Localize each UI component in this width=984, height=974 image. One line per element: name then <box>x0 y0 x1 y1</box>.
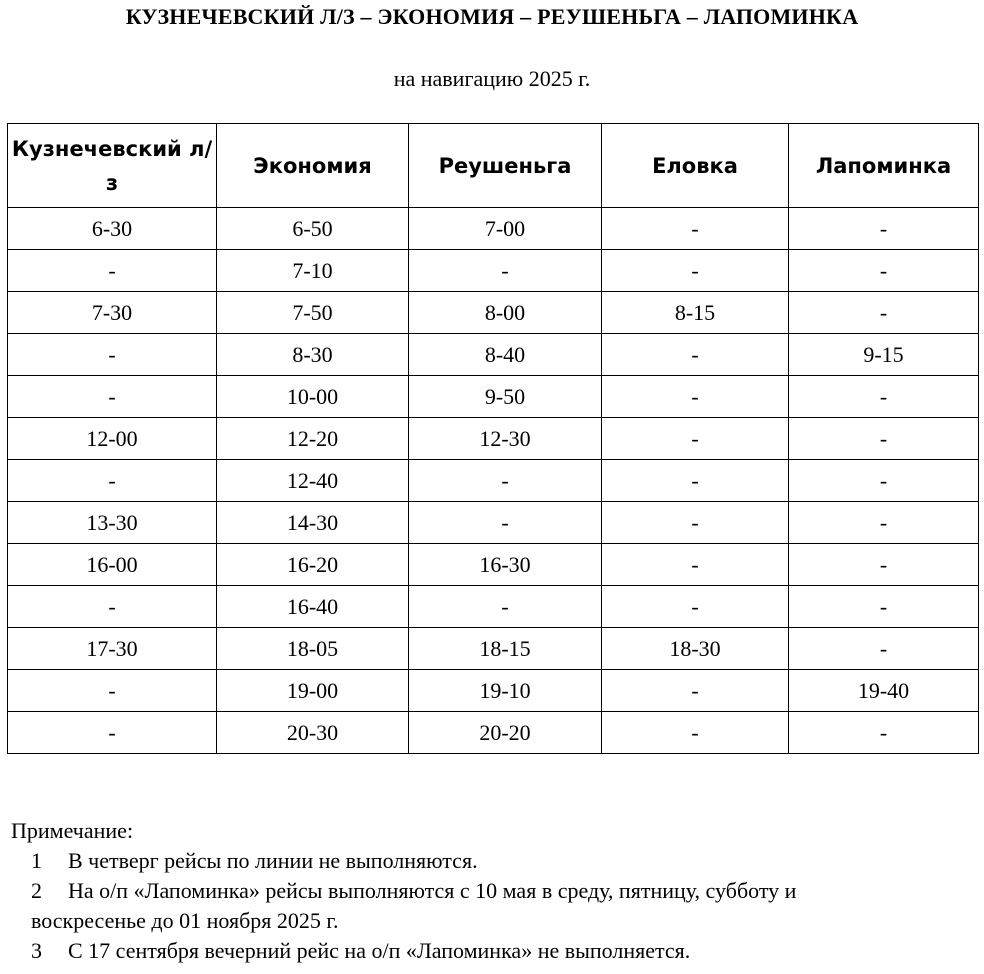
table-row <box>8 418 979 460</box>
cell-ekonomiya: 10-00 <box>217 376 409 418</box>
cell-ekonomiya: 7-50 <box>217 292 409 334</box>
cell-reushenga: - <box>409 586 602 628</box>
cell-lapominka: - <box>789 544 979 586</box>
cell-lapominka: 9-15 <box>789 334 979 376</box>
cell-lapominka: - <box>789 376 979 418</box>
cell-reushenga: 19-10 <box>409 670 602 712</box>
cell-elovka: - <box>602 418 789 460</box>
cell-ekonomiya: 16-40 <box>217 586 409 628</box>
cell-lapominka: 19-40 <box>789 670 979 712</box>
header-ekonomiya: Экономия <box>217 124 409 208</box>
cell-ekonomiya: 20-30 <box>217 712 409 754</box>
cell-elovka: - <box>602 502 789 544</box>
cell-reushenga: - <box>409 250 602 292</box>
cell-reushenga: 8-40 <box>409 334 602 376</box>
cell-reushenga: - <box>409 460 602 502</box>
cell-ekonomiya: 6-50 <box>217 208 409 250</box>
cell-kuznechevsky: 6-30 <box>8 208 217 250</box>
cell-elovka: - <box>602 544 789 586</box>
cell-kuznechevsky: 12-00 <box>8 418 217 460</box>
table-row <box>8 250 979 292</box>
cell-kuznechevsky: - <box>8 586 217 628</box>
note-number: 2 <box>31 878 42 903</box>
table-row <box>8 670 979 712</box>
notes-section <box>11 816 971 966</box>
header-elovka: Еловка <box>602 124 789 208</box>
cell-kuznechevsky: 17-30 <box>8 628 217 670</box>
cell-kuznechevsky: - <box>8 670 217 712</box>
schedule-body <box>8 208 979 754</box>
note-text-continuation: воскресенье до 01 ноября 2025 г. <box>31 908 339 933</box>
table-row <box>8 502 979 544</box>
cell-reushenga: 8-00 <box>409 292 602 334</box>
cell-kuznechevsky: 7-30 <box>8 292 217 334</box>
cell-lapominka: - <box>789 208 979 250</box>
cell-elovka: - <box>602 376 789 418</box>
cell-elovka: 8-15 <box>602 292 789 334</box>
cell-kuznechevsky: - <box>8 250 217 292</box>
cell-elovka: - <box>602 670 789 712</box>
note-text: На о/п «Лапоминка» рейсы выполняются с 10 мая в среду, пятницу, субботу и <box>68 878 797 903</box>
document-title: КУЗНЕЧЕВСКИЙ Л/З – ЭКОНОМИЯ – РЕУШЕНЬГА – ЛАПОМИНКА <box>125 4 859 29</box>
cell-reushenga: 20-20 <box>409 712 602 754</box>
cell-ekonomiya: 8-30 <box>217 334 409 376</box>
cell-ekonomiya: 12-40 <box>217 460 409 502</box>
cell-elovka: 18-30 <box>602 628 789 670</box>
cell-reushenga: - <box>409 502 602 544</box>
cell-kuznechevsky: - <box>8 376 217 418</box>
note-item <box>11 936 971 966</box>
cell-lapominka: - <box>789 586 979 628</box>
table-row <box>8 376 979 418</box>
header-lapominka: Лапоминка <box>789 124 979 208</box>
table-row <box>8 586 979 628</box>
table-header-row <box>8 124 979 208</box>
cell-reushenga: 12-30 <box>409 418 602 460</box>
table-row <box>8 460 979 502</box>
cell-elovka: - <box>602 334 789 376</box>
cell-elovka: - <box>602 460 789 502</box>
cell-kuznechevsky: 13-30 <box>8 502 217 544</box>
header-kuznechevsky: Кузнечевский л/з <box>8 124 217 208</box>
cell-reushenga: 18-15 <box>409 628 602 670</box>
cell-reushenga: 16-30 <box>409 544 602 586</box>
note-text: В четверг рейсы по линии не выполняются. <box>68 848 478 873</box>
cell-lapominka: - <box>789 502 979 544</box>
cell-ekonomiya: 14-30 <box>217 502 409 544</box>
notes-heading: Примечание: <box>11 818 134 843</box>
header-reushenga: Реушеньга <box>409 124 602 208</box>
table-row <box>8 208 979 250</box>
note-number: 1 <box>31 848 42 873</box>
cell-elovka: - <box>602 712 789 754</box>
cell-ekonomiya: 19-00 <box>217 670 409 712</box>
cell-elovka: - <box>602 208 789 250</box>
cell-lapominka: - <box>789 292 979 334</box>
table-row <box>8 628 979 670</box>
schedule-table <box>7 123 979 754</box>
cell-ekonomiya: 16-20 <box>217 544 409 586</box>
note-item <box>11 876 971 936</box>
cell-kuznechevsky: - <box>8 460 217 502</box>
cell-lapominka: - <box>789 628 979 670</box>
cell-elovka: - <box>602 250 789 292</box>
cell-kuznechevsky: 16-00 <box>8 544 217 586</box>
table-row <box>8 334 979 376</box>
cell-ekonomiya: 18-05 <box>217 628 409 670</box>
cell-reushenga: 9-50 <box>409 376 602 418</box>
table-row <box>8 544 979 586</box>
cell-ekonomiya: 7-10 <box>217 250 409 292</box>
note-text: С 17 сентября вечерний рейс на о/п «Лапоминка» не выполняется. <box>68 938 691 963</box>
cell-reushenga: 7-00 <box>409 208 602 250</box>
table-row <box>8 292 979 334</box>
note-number: 3 <box>31 938 42 963</box>
cell-elovka: - <box>602 586 789 628</box>
cell-ekonomiya: 12-20 <box>217 418 409 460</box>
document-subtitle: на навигацию 2025 г. <box>393 66 591 91</box>
cell-lapominka: - <box>789 250 979 292</box>
cell-lapominka: - <box>789 460 979 502</box>
cell-lapominka: - <box>789 712 979 754</box>
table-row <box>8 712 979 754</box>
cell-kuznechevsky: - <box>8 712 217 754</box>
note-item <box>11 846 971 876</box>
cell-lapominka: - <box>789 418 979 460</box>
cell-kuznechevsky: - <box>8 334 217 376</box>
notes-list <box>11 846 971 966</box>
